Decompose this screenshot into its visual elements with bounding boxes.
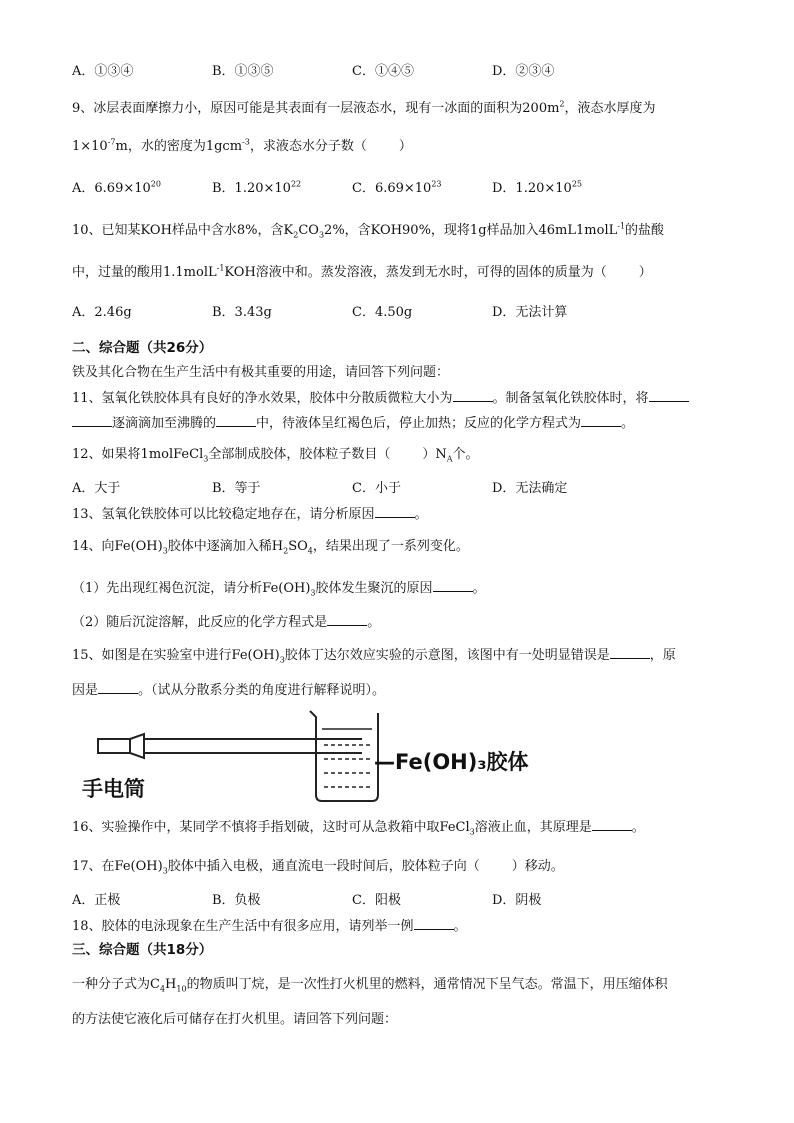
- q9-option-d[interactable]: D．$1.20\times 10^{25}$: [492, 179, 582, 196]
- section3-line1: 一种分子式为$C_4H_{10}$的物质叫丁烷，是一次性打火机里的燃料，通常情况下呈气态。常温下，用压缩体积: [72, 977, 668, 994]
- q15-line2: 因是 。（试从分散系分类的角度进行解释说明）。: [72, 683, 386, 698]
- q9-line1: 9、冰层表面摩擦力小，原因可能是其表面有一层液态水，现有一冰面的面积为$200m^2$，液态水厚度为: [72, 99, 656, 116]
- q11-blank-2[interactable]: [649, 389, 689, 402]
- q10-option-d[interactable]: D．无法计算: [492, 305, 568, 320]
- q17-options: [72, 892, 732, 910]
- q9-options: [72, 180, 732, 198]
- section3-heading: 三、综合题（共18分）: [72, 942, 213, 958]
- tyndall-figure: [72, 703, 552, 805]
- q10-option-b[interactable]: B．3.43g: [212, 305, 272, 320]
- q12-line: 12、如果将1molFeCl$_3$全部制成胶体，胶体粒子数目（ ）$N_A$个。: [72, 447, 479, 464]
- q9-option-c[interactable]: C．$6.69\times 10^{23}$: [352, 179, 442, 196]
- section2-heading: 二、综合题（共26分）: [72, 340, 213, 356]
- q16-blank[interactable]: [592, 818, 632, 831]
- q14-blank-1[interactable]: [433, 579, 473, 592]
- q15-line1: 15、如图是在实验室中进行$Fe(OH)_3$胶体丁达尔效应实验的示意图，该图中有一处明显错误是 ，原: [72, 648, 676, 665]
- q15-blank-2[interactable]: [98, 681, 138, 694]
- section3-line2: 的方法使它液化后可储存在打火机里。请回答下列问题：: [72, 1012, 398, 1027]
- q10-line1: 10、已知某KOH样品中含水8%，含$K_2CO_32\%$，含KOH90%，现将1g样品加入46mL1molL$^{-1}$的盐酸: [72, 221, 665, 240]
- q11-blank-5[interactable]: [581, 414, 621, 427]
- q10-line2: 中，过量的酸用1.1molL$^{-1}$KOH溶液中和。蒸发溶液，蒸发到无水时，可得的固体的质量为（ ）: [72, 263, 652, 280]
- q9-option-a[interactable]: A．$6.69\times 10^{20}$: [72, 179, 161, 196]
- q13-line: 13、氢氧化铁胶体可以比较稳定地存在，请分析原因 。: [72, 507, 428, 522]
- q9-option-b[interactable]: B．$1.20\times 10^{22}$: [212, 179, 302, 196]
- q13-blank[interactable]: [375, 505, 415, 518]
- q12-option-d[interactable]: D．无法确定: [492, 481, 568, 496]
- q17-line: 17、在$Fe(OH)_3$胶体中插入电极，通直流电一段时间后，胶体粒子向（ ）移动。: [72, 859, 564, 876]
- q10-options: [72, 304, 732, 322]
- q11-blank-1[interactable]: [453, 389, 493, 402]
- q11-line2: 逐滴滴加至沸腾的 中，待液体呈红褐色后，停止加热；反应的化学方程式为 。: [72, 414, 634, 433]
- flashlight-label: 手电筒: [82, 777, 145, 801]
- section2-intro: 铁及其化合物在生产生活中有极其重要的用途，请回答下列问题：: [72, 365, 450, 380]
- q11-blank-4[interactable]: [216, 414, 256, 427]
- q8-options: [72, 63, 732, 81]
- q8-option-b[interactable]: B．①③⑤: [212, 64, 274, 79]
- colloid-label: —Fe(OH)₃胶体: [374, 750, 529, 774]
- flashlight-icon: [98, 734, 144, 758]
- q18-blank[interactable]: [414, 917, 454, 930]
- q10-option-c[interactable]: C．4.50g: [352, 305, 413, 320]
- q17-option-c[interactable]: C．阳极: [352, 893, 401, 908]
- q17-option-a[interactable]: A．正极: [72, 893, 121, 908]
- q17-option-d[interactable]: D．阴极: [492, 893, 542, 908]
- q11-blank-3[interactable]: [72, 414, 112, 427]
- q15-blank-1[interactable]: [610, 646, 650, 659]
- q8-option-a[interactable]: A．①③④: [72, 64, 134, 79]
- q8-option-d[interactable]: D．②③④: [492, 64, 555, 79]
- q9-line2: $1\times 10^{-7}m$，水的密度为1gcm$^{-3}$，求液态水分子数（ ）: [72, 137, 412, 154]
- q14-part2: （2）随后沉淀溶解，此反应的化学方程式是 。: [72, 615, 381, 630]
- q14-blank-2[interactable]: [327, 613, 367, 626]
- q11-line1: 11、氢氧化铁胶体具有良好的净水效果，胶体中分散质微粒大小为 。制备氢氧化铁胶体时，将: [72, 389, 689, 408]
- q14-part1: （1）先出现红褐色沉淀，请分析$Fe(OH)_3$胶体发生聚沉的原因 。: [72, 581, 486, 598]
- q12-option-b[interactable]: B．等于: [212, 481, 261, 496]
- q12-option-c[interactable]: C．小于: [352, 481, 401, 496]
- q14-line: 14、向$Fe(OH)_3$胶体中逐滴加入稀$H_2SO_4$，结果出现了一系列变化。: [72, 539, 469, 556]
- q17-option-b[interactable]: B．负极: [212, 893, 261, 908]
- q18-line: 18、胶体的电泳现象在生产生活中有很多应用，请列举一例 。: [72, 919, 467, 934]
- beaker-icon: [310, 711, 378, 801]
- q10-option-a[interactable]: A．2.46g: [72, 305, 132, 320]
- q8-option-c[interactable]: C．①④⑤: [352, 64, 414, 79]
- q12-options: [72, 480, 732, 498]
- q16-line: 16、实验操作中，某同学不慎将手指划破，这时可从急救箱中取FeCl$_3$溶液止血，其原理是 。: [72, 820, 645, 837]
- q12-option-a[interactable]: A．大于: [72, 481, 121, 496]
